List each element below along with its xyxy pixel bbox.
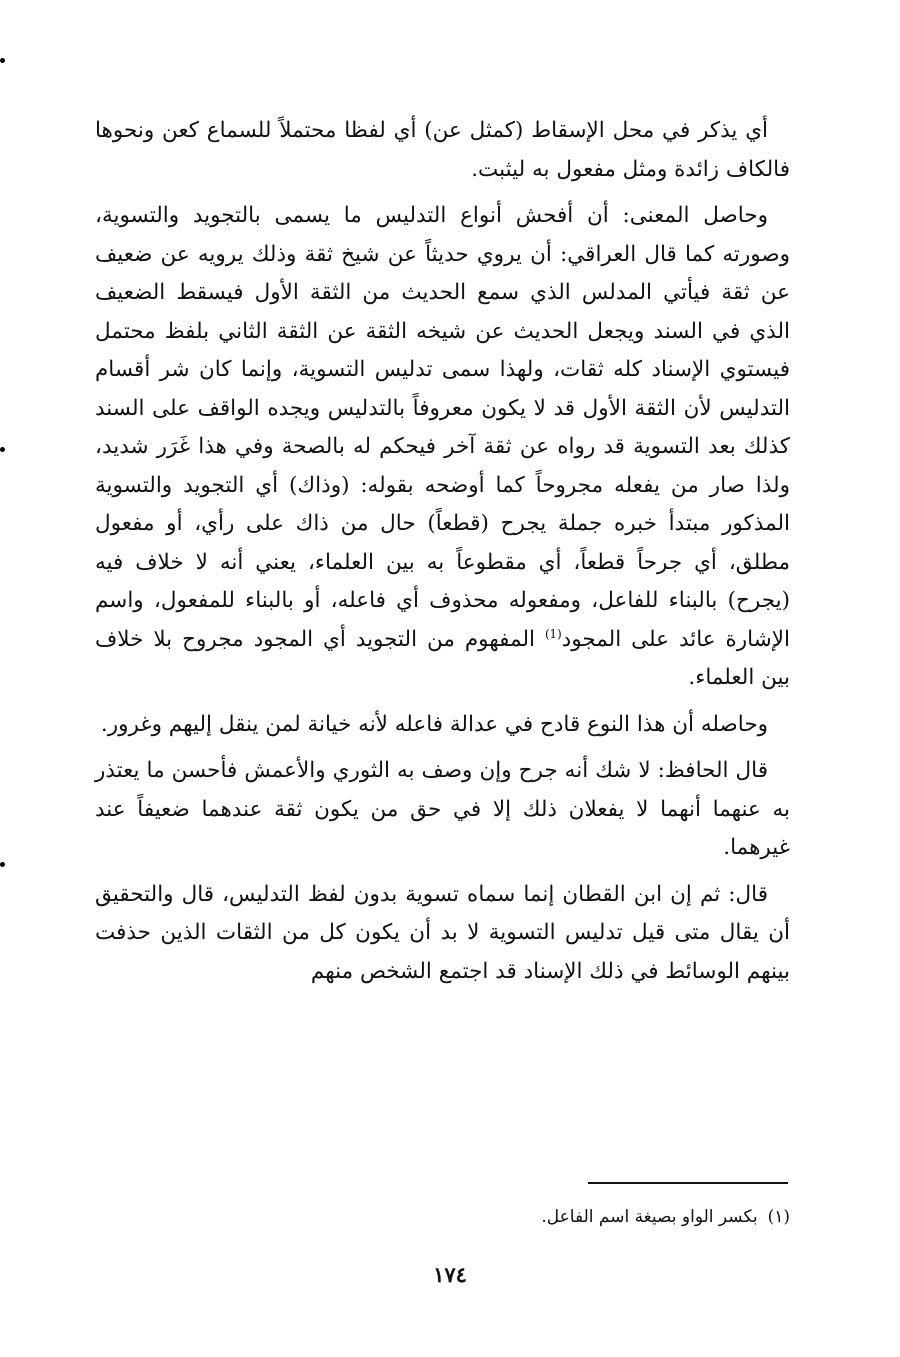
paragraph: أي يذكر في محل الإسقاط (كمثل عن) أي لفظا محتملاً للسماع كعن ونحوها فالكاف زائدة ومثل مفعول به ليثبت. — [95, 118, 790, 182]
footnote-divider — [588, 1182, 788, 1184]
main-text — [95, 112, 790, 999]
paragraph-text: المفهوم من التجويد أي المجود مجروح بلا خلاف بين العلماء. — [95, 626, 790, 690]
footnote-text: بكسر الواو بصيغة اسم الفاعل. — [541, 1207, 758, 1227]
footnote-reference[interactable]: (1) — [544, 626, 562, 641]
scan-mark — [0, 862, 5, 867]
page-number: ١٧٤ — [433, 1262, 467, 1287]
footnote-marker: (١) — [767, 1207, 790, 1227]
paragraph: وحاصله أن هذا النوع قادح في عدالة فاعله لأنه خيانة لمن ينقل إليهم وغرور. — [100, 711, 768, 737]
paragraph-text: وحاصل المعنى: أن أفحش أنواع التدليس ما يسمى بالتجويد والتسوية، وصورته كما قال العراقي: أن يروي حديثاً عن شيخ ثقة وذلك يرويه عن ضعيف عن ثقة فيأتي المدلس الذي سمع الحديث من الثقة الأول فيسقط الضعيف الذي في السند ويجعل الحديث عن شيخه الثقة عن الثقة الثاني بلفظ محتمل فيستوي الإسناد كله ثقات، ولهذا سمى تدليس التسوية، وإنما كان شر أقسام التدليس لأن الثقة الأول قد لا يكون معروفاً بالتدليس ويجده الواقف على السند كذلك بعد التسوية قد رواه عن ثقة آخر فيحكم له بالصحة وفي هذا غَرَر شديد، ولذا صار من يفعله مجروحاً كما أوضحه بقوله: (وذاك) أي التجويد والتسوية المذكور مبتدأ خبره جملة يجرح (قطعاً) حال من ذاك على رأي، أو مفعول مطلق، أي جرحاً قطعاً، أي مقطوعاً به بين العلماء، يعني أنه لا خلاف فيه (يجرح) بالبناء للفاعل، ومفعوله محذوف أي فاعله، أو بالبناء للمفعول، واسم الإشارة عائد على المجود — [95, 203, 790, 652]
paragraph: قال: ثم إن ابن القطان إنما سماه تسوية بدون لفظ التدليس، قال والتحقيق أن يقال متى قيل تدليس التسوية لا بد أن يكون كل من الثقات الذين حذفت بينهم الوسائط في ذلك الإسناد قد اجتمع الشخص منهم — [95, 881, 790, 984]
paragraph: قال الحافظ: لا شك أنه جرح وإن وصف به الثوري والأعمش فأحسن ما يعتذر به عنهما أنهما لا يفعلان ذلك إلا في حق من يكون ثقة عندهما ضعيفاً عند غيرهما. — [95, 758, 790, 860]
scan-mark — [0, 447, 5, 452]
paragraph — [95, 197, 790, 698]
footnote — [95, 1202, 790, 1232]
scan-mark — [0, 58, 5, 63]
